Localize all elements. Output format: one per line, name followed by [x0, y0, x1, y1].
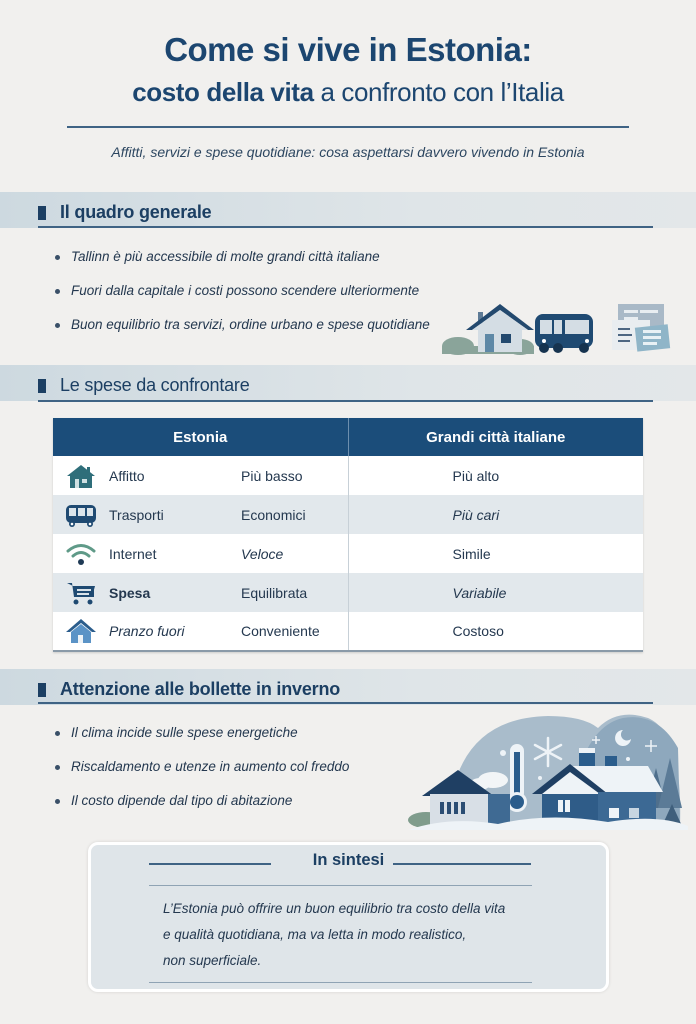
- bullet-item: [55, 315, 430, 349]
- bullet-item: [55, 723, 349, 757]
- summary-title: In sintesi: [312, 851, 385, 869]
- summary-box: [88, 842, 609, 992]
- winter-bullets: [55, 723, 349, 825]
- section-title: Le spese da confrontare: [60, 375, 250, 395]
- bullet-dot-icon: [55, 731, 60, 736]
- table-row: [53, 456, 643, 495]
- estonia-value: Conveniente: [241, 612, 348, 651]
- table-row: [53, 573, 643, 612]
- bullet-dot-icon: [55, 255, 60, 260]
- section-divider: [38, 226, 653, 228]
- bullet-dot-icon: [55, 799, 60, 804]
- section-marker-icon: [38, 206, 46, 220]
- summary-line: non superficiale.: [163, 953, 262, 968]
- row-label: Pranzo fuori: [109, 623, 185, 639]
- bullet-text: Riscaldamento e utenze in aumento col freddo: [71, 759, 350, 774]
- wifi-icon: [65, 541, 97, 567]
- bullet-dot-icon: [55, 289, 60, 294]
- cart-icon: [65, 580, 97, 606]
- bullet-item: [55, 281, 430, 315]
- summary-line: e qualità quotidiana, ma va letta in modo realistico,: [163, 927, 467, 942]
- italia-value: Variabile: [452, 584, 507, 601]
- italia-value: Simile: [452, 545, 491, 562]
- italia-value: Più alto: [452, 467, 500, 484]
- estonia-value: Veloce: [241, 534, 348, 573]
- bullet-text: Il costo dipende dal tipo di abitazione: [71, 793, 293, 808]
- section-marker-icon: [38, 379, 46, 393]
- overview-illustration: [440, 300, 675, 356]
- overview-bullets: [55, 247, 430, 349]
- bullet-text: Fuori dalla capitale i costi possono scendere ulteriormente: [71, 283, 420, 298]
- page-subtitle: [0, 74, 696, 110]
- row-label: Affitto: [109, 467, 145, 484]
- bus-icon: [65, 502, 97, 528]
- subtitle-bold: costo della vita: [132, 77, 314, 107]
- section-marker-icon: [38, 683, 46, 697]
- summary-line: L’Estonia può offrire un buon equilibrio tra costo della vita: [163, 901, 506, 916]
- row-label: Trasporti: [109, 506, 164, 523]
- bullet-dot-icon: [55, 765, 60, 770]
- page-header: [0, 28, 696, 110]
- subtitle-rest: a confronto con l’Italia: [313, 77, 564, 107]
- bus-icon: [535, 314, 593, 353]
- bullet-item: [55, 247, 430, 281]
- summary-divider: [149, 885, 532, 886]
- table-row: [53, 534, 643, 573]
- italia-value: Costoso: [452, 623, 504, 639]
- estonia-value: Equilibrata: [241, 573, 348, 612]
- column-header-italia: Grandi città italiane: [348, 418, 643, 456]
- section-heading-overview: [38, 202, 211, 223]
- section-heading-winter: [38, 679, 340, 700]
- bullet-dot-icon: [55, 323, 60, 328]
- section-heading-comparison: [38, 375, 250, 396]
- section-title: Attenzione alle bollette in inverno: [60, 679, 341, 699]
- estonia-value: Economici: [241, 495, 348, 534]
- tagline: Affitti, servizi e spese quotidiane: cosa aspettarsi davvero vivendo in Estonia: [111, 144, 585, 160]
- section-divider: [38, 400, 653, 402]
- bullet-item: [55, 791, 349, 825]
- section-title: Il quadro generale: [60, 202, 212, 222]
- table-row: [53, 612, 643, 651]
- estonia-value: Più basso: [241, 456, 348, 495]
- table-row: [53, 495, 643, 534]
- row-label: Internet: [109, 545, 157, 562]
- bullet-text: Il clima incide sulle spese energetiche: [71, 725, 298, 740]
- house-icon: [442, 304, 534, 355]
- winter-illustration: [408, 708, 688, 830]
- bullet-text: Tallinn è più accessibile di molte grandi città italiane: [71, 249, 380, 264]
- summary-body: [163, 896, 583, 974]
- documents-icon: [612, 304, 670, 352]
- summary-bottom-rule: [149, 982, 532, 983]
- comparison-table: [53, 418, 643, 652]
- row-label: Spesa: [109, 584, 151, 601]
- bullet-item: [55, 757, 349, 791]
- house-icon: [65, 463, 97, 489]
- bullet-text: Buon equilibrio tra servizi, ordine urbano e spese quotidiane: [71, 317, 430, 332]
- page-title: Come si vive in Estonia:: [164, 31, 532, 68]
- column-header-estonia: Estonia: [53, 418, 348, 456]
- italia-value: Più cari: [452, 506, 500, 523]
- table-header-row: [53, 418, 643, 456]
- title-divider: [67, 126, 629, 128]
- section-divider: [38, 702, 653, 704]
- home-icon: [65, 618, 97, 644]
- summary-rule-right: [393, 863, 531, 865]
